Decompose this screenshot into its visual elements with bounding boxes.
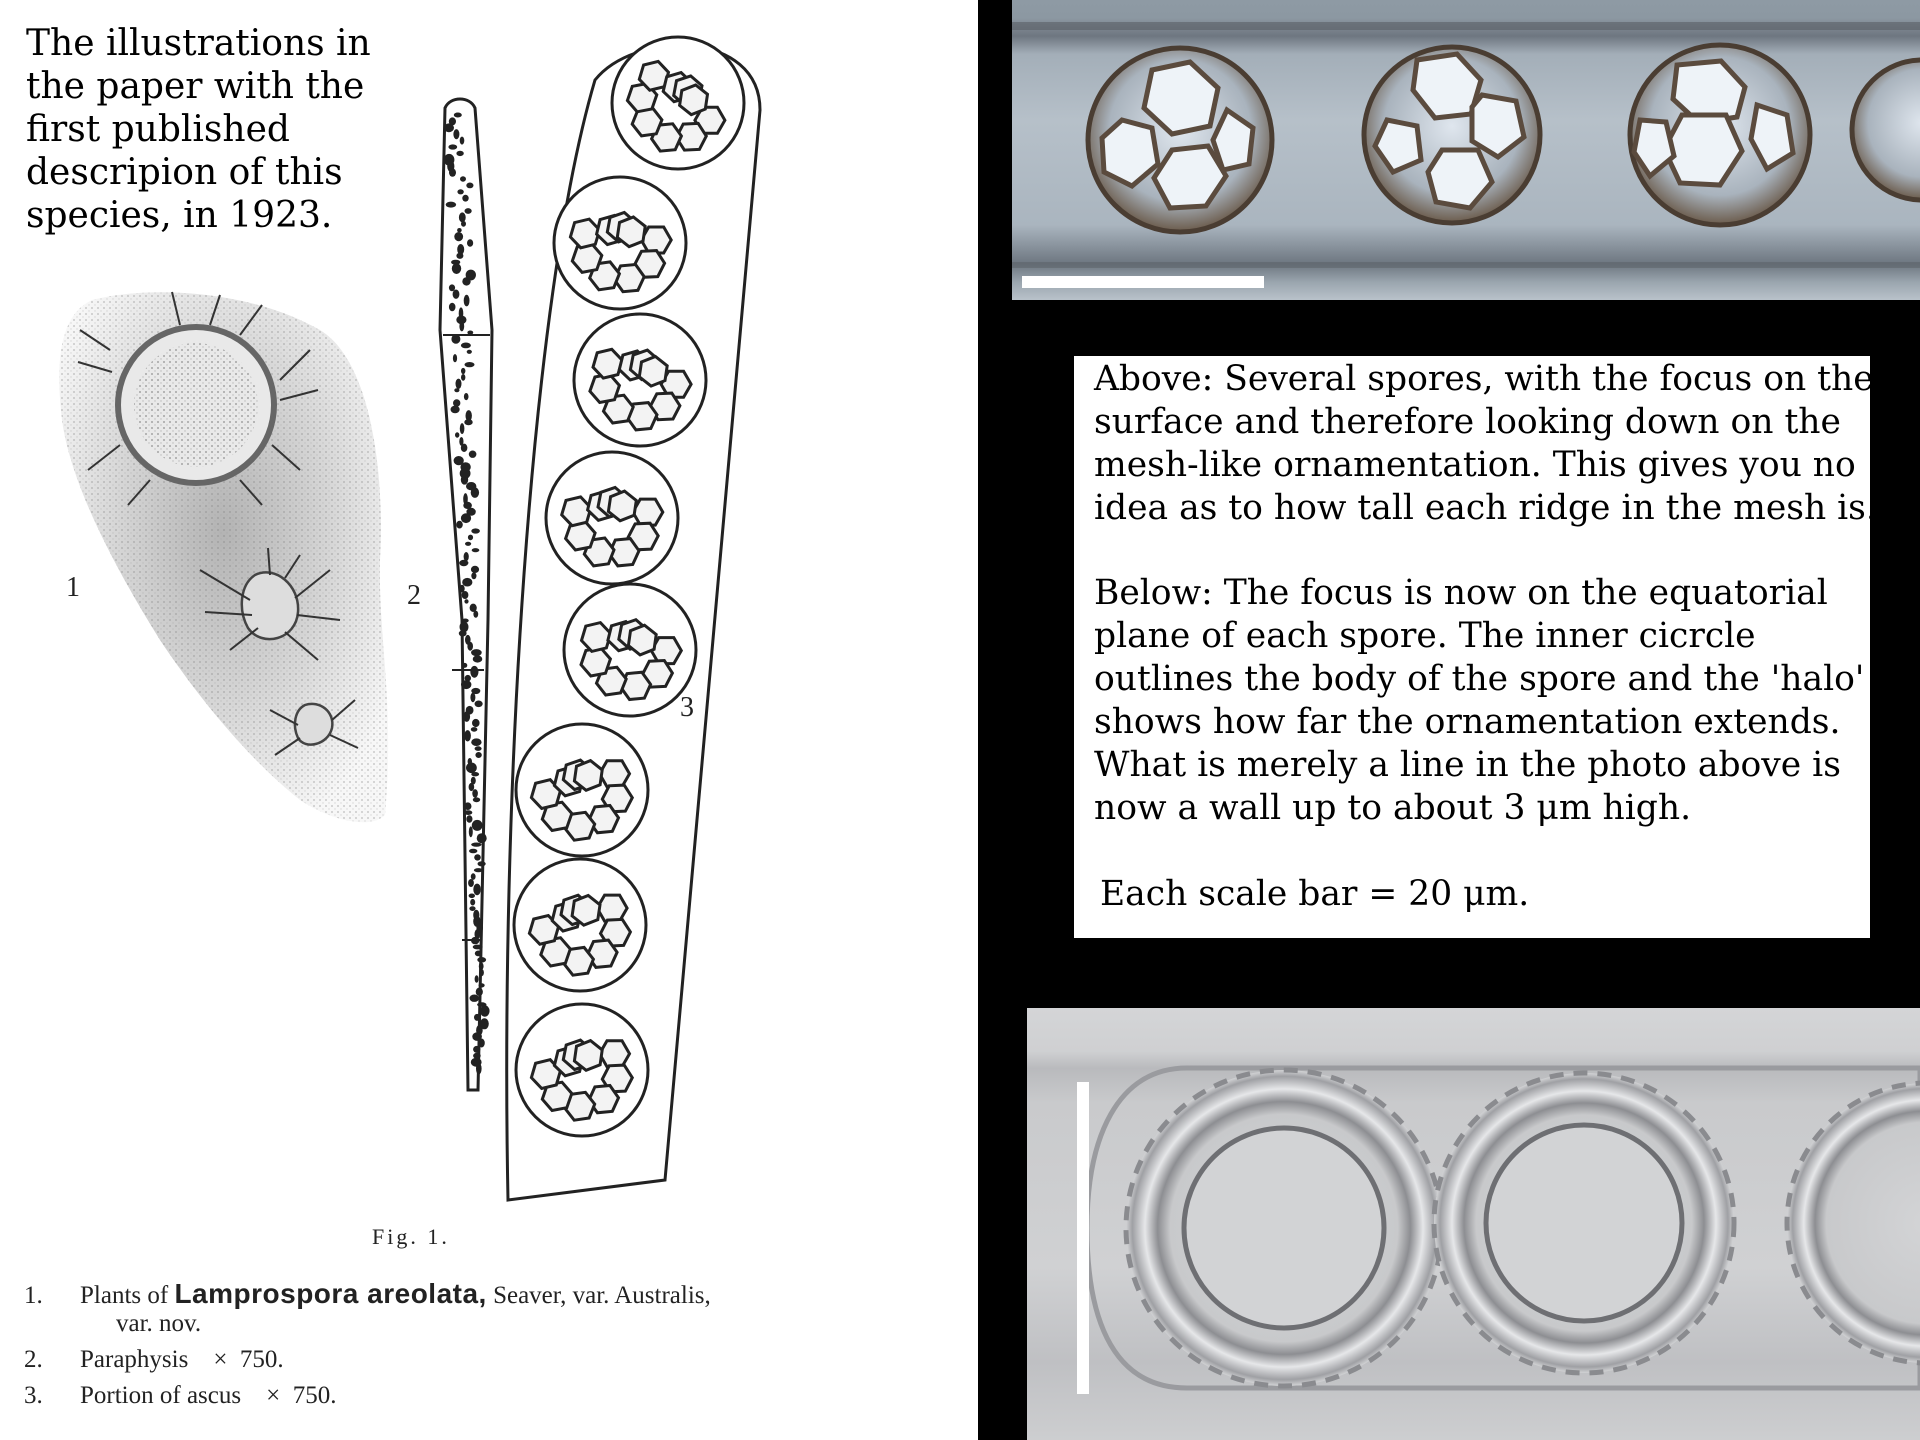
granule [469, 894, 475, 899]
spore [1088, 48, 1272, 232]
granule [456, 253, 463, 259]
granule [480, 969, 484, 976]
granule [471, 727, 478, 732]
granule [459, 560, 468, 566]
granule [454, 232, 463, 241]
text-line: surface and therefore looking down on the [1094, 402, 1841, 442]
granule [467, 239, 473, 247]
granule [470, 899, 475, 906]
granule [471, 572, 476, 579]
granule [451, 334, 460, 344]
granule [472, 820, 483, 831]
caption-text: Seaver, var. Australis, [486, 1282, 711, 1309]
granule [453, 354, 457, 362]
granule [469, 783, 475, 791]
granule [454, 113, 462, 118]
caption-text: Plants of [80, 1282, 175, 1309]
text-line: Above: Several spores, with the focus on the [1094, 359, 1874, 399]
text-line: plane of each spore. The inner cicrcle [1094, 616, 1756, 656]
granule [469, 826, 473, 837]
granule [464, 295, 470, 307]
granule [462, 277, 470, 285]
spore [516, 724, 648, 856]
scale-bar-vertical [1077, 1082, 1089, 1394]
granule [461, 368, 465, 374]
explanation-textbox [1074, 356, 1877, 938]
granule [472, 719, 480, 727]
granule [474, 1014, 480, 1021]
granule [478, 861, 486, 866]
spore [564, 584, 696, 716]
granule [469, 849, 477, 854]
granule [464, 393, 469, 400]
granule [470, 693, 475, 703]
granule [477, 833, 487, 843]
text-line: now a wall up to about 3 μm high. [1094, 788, 1692, 828]
granule [456, 521, 463, 529]
spore-surface-image [1012, 0, 1920, 300]
spore [1852, 60, 1920, 200]
granule [475, 951, 482, 957]
spore [554, 177, 686, 309]
granule [473, 1046, 480, 1053]
granule [472, 789, 478, 798]
granule [471, 772, 479, 776]
granule [468, 535, 473, 541]
granule [472, 548, 480, 552]
caption-3 [24, 1382, 336, 1410]
granule [462, 578, 472, 587]
granule [456, 379, 462, 389]
caption-number: 1. [24, 1282, 43, 1309]
granule [468, 879, 474, 887]
spore [514, 859, 646, 991]
granule [459, 630, 467, 636]
scale-bar-horizontal [1022, 276, 1264, 288]
intro-line: The illustrations in [26, 23, 371, 64]
explanation-paragraph-above [1094, 358, 1877, 530]
granule [471, 649, 482, 656]
intro-line: first published [26, 109, 290, 150]
granule [459, 321, 464, 331]
granule [459, 212, 466, 222]
granule [465, 542, 471, 546]
granule [455, 432, 459, 437]
caption-2 [24, 1346, 284, 1374]
granule [467, 642, 473, 651]
text-line: mesh-like ornamentation. This gives you no [1094, 445, 1856, 485]
figure-label-3: 3 [680, 692, 694, 723]
granule [471, 873, 476, 880]
text-line: What is merely a line in the photo above is [1094, 745, 1841, 785]
granule [448, 144, 457, 149]
granule [475, 746, 482, 751]
granule [466, 183, 473, 189]
caption-1-continued: var. nov. [116, 1310, 202, 1337]
spore [546, 452, 678, 584]
text-line: Below: The focus is now on the equatorial [1094, 573, 1828, 613]
intro-line: species, in 1923. [26, 195, 333, 236]
equatorial-focus-photo [1027, 1008, 1920, 1440]
caption-text: Paraphysis × 750. [80, 1346, 284, 1373]
granule [473, 611, 478, 618]
granule [464, 810, 472, 815]
plant-drawing [59, 292, 388, 822]
scale-bar-note: Each scale bar = 20 μm. [1100, 874, 1530, 914]
granule [466, 763, 477, 774]
granule [473, 884, 481, 896]
caption-text: Portion of ascus × 750. [80, 1382, 337, 1409]
granule [464, 552, 469, 561]
granule [471, 487, 479, 498]
granule [464, 730, 471, 741]
granule [449, 168, 456, 176]
granule [473, 945, 483, 950]
intro-line: the paper with the [26, 66, 365, 107]
text-line: outlines the body of the spore and the 'halo' [1094, 659, 1865, 699]
caption-number: 3. [24, 1382, 43, 1409]
granule [478, 1039, 484, 1048]
granule [470, 995, 480, 1002]
granule [471, 937, 479, 944]
granule [457, 228, 462, 232]
granule [475, 752, 481, 758]
explanation-paragraph-below [1094, 572, 1864, 830]
granule [461, 374, 465, 381]
granule [454, 388, 459, 392]
granule [461, 513, 471, 523]
granule [464, 802, 471, 810]
spore [1630, 45, 1810, 225]
spore-equatorial-image [1027, 1008, 1920, 1440]
granule [452, 263, 461, 274]
text-line: idea as to how tall each ridge in the mesh is. [1094, 488, 1877, 528]
granule [476, 1063, 482, 1075]
caption-number: 2. [24, 1346, 43, 1373]
spore [1434, 1073, 1734, 1373]
granule [461, 680, 471, 689]
paraphysis-drawing [440, 99, 492, 1090]
granule [460, 423, 465, 434]
granule [460, 137, 465, 145]
granule [473, 797, 480, 802]
granule [464, 419, 472, 425]
granule [469, 451, 477, 458]
spore [574, 314, 706, 446]
granule [463, 711, 470, 722]
figure-label-2: 2 [407, 580, 421, 611]
ascus-drawing [507, 37, 760, 1200]
surface-focus-photo [1012, 0, 1920, 300]
granule [467, 331, 473, 335]
granule [461, 221, 466, 227]
granule [465, 208, 472, 214]
granule [467, 350, 472, 354]
granule [444, 123, 454, 132]
granule [461, 343, 471, 349]
granule [453, 129, 459, 139]
intro-line: descripion of this [26, 152, 343, 193]
species-name: Lamprospora areolata, [174, 1278, 487, 1309]
granule [471, 738, 481, 746]
granule [473, 655, 483, 662]
granule [475, 701, 483, 708]
granule [470, 666, 478, 678]
granule [462, 663, 467, 668]
spore [1364, 47, 1540, 223]
granule [474, 854, 481, 860]
text-line: shows how far the ornamentation extends. [1094, 702, 1841, 742]
granule [461, 475, 468, 485]
figure-title: Fig. 1. [372, 1224, 450, 1249]
granule [465, 362, 475, 367]
granule [471, 843, 481, 847]
granule [477, 957, 486, 963]
granule [471, 566, 479, 573]
figure-label-1: 1 [66, 572, 80, 603]
granule [449, 284, 455, 291]
granule [471, 528, 480, 533]
granule [479, 962, 484, 970]
granule [476, 988, 483, 996]
granule [461, 444, 468, 452]
spore [612, 37, 744, 169]
granule [475, 975, 479, 983]
granule [466, 815, 472, 822]
granule [457, 189, 463, 194]
granule [469, 906, 475, 911]
spore [1787, 1083, 1920, 1363]
granule [451, 406, 460, 414]
granule [460, 176, 466, 181]
granule [456, 151, 463, 156]
granule [453, 399, 460, 406]
granule [453, 290, 460, 299]
granule [462, 591, 469, 599]
granule [462, 195, 468, 202]
spore [1126, 1070, 1442, 1386]
granule [479, 983, 485, 987]
granule [464, 599, 468, 603]
caption-1 [24, 1278, 711, 1310]
granule [446, 202, 456, 208]
granule [474, 868, 483, 872]
granule [480, 1005, 490, 1016]
granule [449, 303, 456, 312]
spore [516, 1004, 648, 1136]
